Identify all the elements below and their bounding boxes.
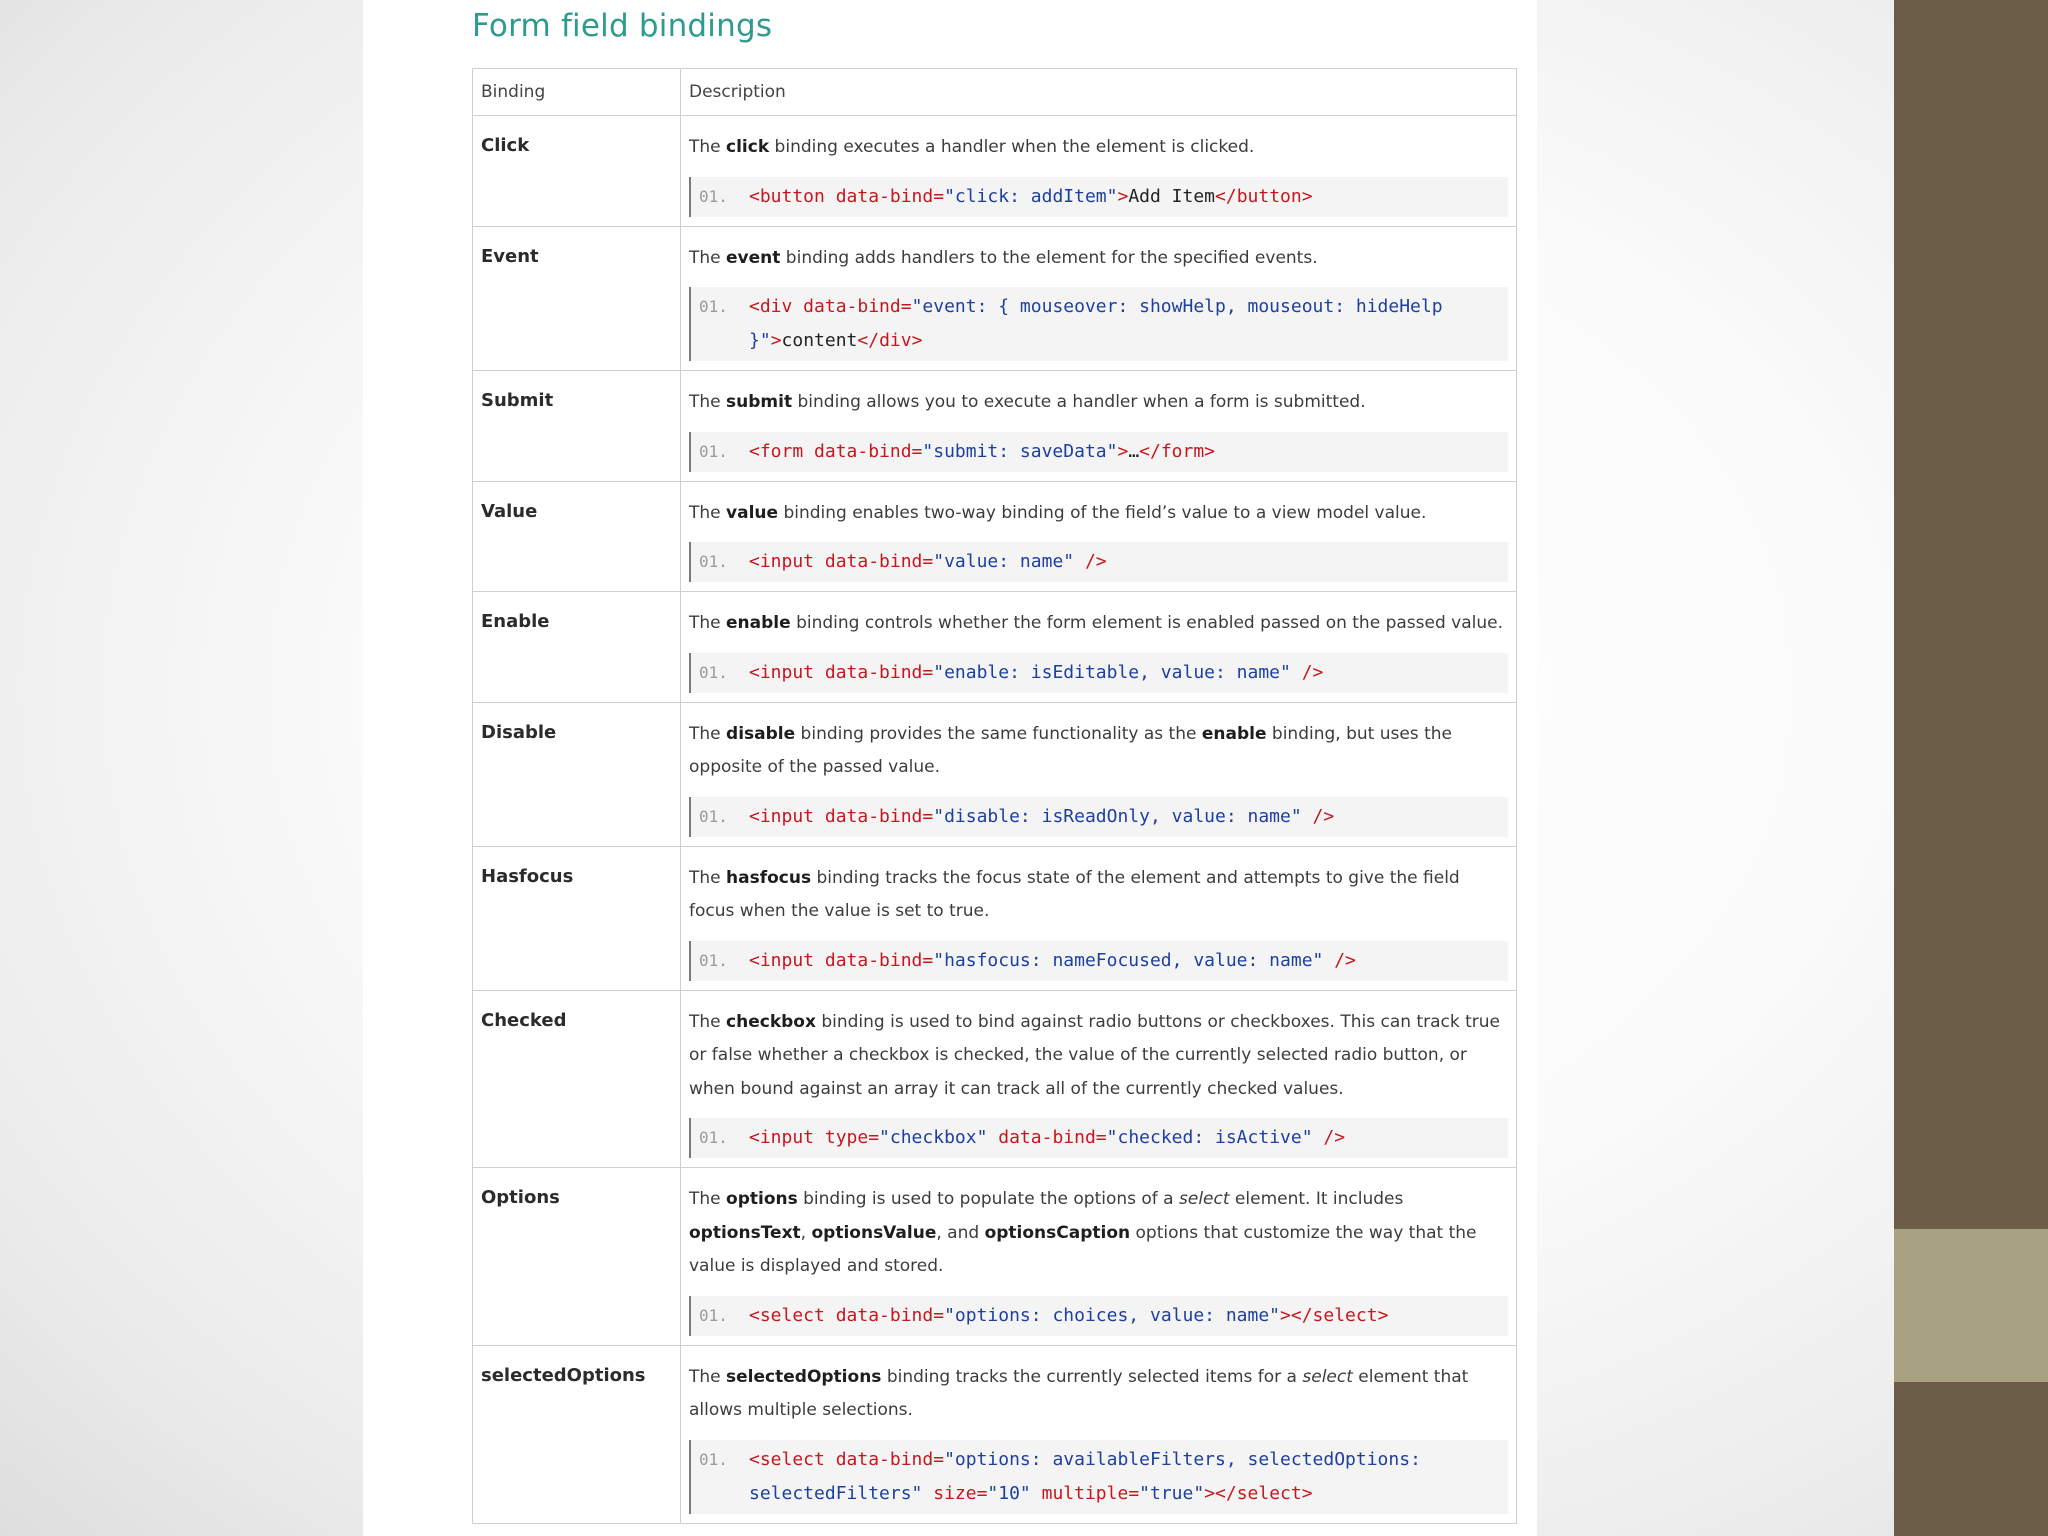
binding-cell — [473, 226, 681, 371]
binding-description: The hasfocus binding tracks the focus state of the element and attempts to give the field focus when the value is set to true. — [689, 867, 1460, 921]
binding-cell — [473, 702, 681, 846]
description-cell — [681, 702, 1517, 846]
binding-cell — [473, 990, 681, 1168]
table-row — [473, 592, 1517, 703]
line-number: 01. — [699, 186, 728, 206]
binding-description: The disable binding provides the same functionality as the enable binding, but uses the opposite of the passed value. — [689, 723, 1452, 777]
description-cell — [681, 846, 1517, 990]
table-row — [473, 1168, 1517, 1346]
code-line: 01. <select data-bind="options: choices, value: name"></select> — [699, 1305, 1388, 1326]
description-cell — [681, 371, 1517, 482]
binding-cell — [473, 846, 681, 990]
code-line: selectedFilters" size="10" multiple="true"></select> — [749, 1482, 1313, 1504]
code-snippet — [689, 542, 1508, 582]
binding-description: The enable binding controls whether the form element is enabled passed on the passed value. — [689, 613, 1503, 633]
code-line: 01. <input type="checkbox" data-bind="checked: isActive" /> — [699, 1127, 1345, 1148]
binding-name: Disable — [481, 721, 557, 743]
code-line: 01. <button data-bind="click: addItem">Add Item</button> — [699, 186, 1313, 207]
binding-description: The event binding adds handlers to the element for the specified events. — [689, 247, 1318, 268]
table-row — [473, 846, 1517, 990]
description-cell — [681, 226, 1517, 371]
header-description: Description — [681, 69, 1517, 116]
binding-cell — [473, 371, 681, 482]
description-cell — [681, 990, 1517, 1168]
line-number: 01. — [699, 1128, 728, 1147]
code-line: 01. <input data-bind="disable: isReadOnly, value: name" /> — [699, 806, 1334, 827]
binding-description: The checkbox binding is used to bind against radio buttons or checkboxes. This can track true or false whether a checkbox is checked, the value of the currently selected radio button, or when bound against an array it can track all of the currently checked values. — [689, 1011, 1500, 1099]
code-snippet — [689, 797, 1508, 837]
line-number: 01. — [699, 950, 728, 970]
binding-description: The submit binding allows you to execute a handler when a form is submitted. — [689, 392, 1366, 412]
line-number: 01. — [699, 806, 728, 826]
line-number: 01. — [699, 441, 728, 461]
line-number: 01. — [699, 552, 728, 571]
binding-cell — [473, 1345, 681, 1523]
binding-description: The options binding is used to populate the options of a select element. It includes optionsText, optionsValue, and optionsCaption options that customize the way that the value is displayed and stored. — [689, 1189, 1477, 1276]
binding-name: Options — [481, 1187, 560, 1208]
code-snippet — [689, 653, 1508, 693]
binding-description: The click binding executes a handler when the element is clicked. — [689, 137, 1255, 157]
table-row — [473, 1345, 1517, 1523]
line-number: 01. — [699, 662, 728, 682]
binding-cell — [473, 116, 681, 227]
table-row — [473, 226, 1517, 371]
code-snippet — [689, 1296, 1508, 1336]
table-row — [473, 990, 1517, 1168]
code-line: 01. <form data-bind="submit: saveData">…</form> — [699, 441, 1215, 462]
description-cell — [681, 592, 1517, 703]
code-snippet — [689, 1118, 1508, 1158]
table-row — [473, 116, 1517, 227]
page-title: Form field bindings — [472, 8, 773, 44]
binding-description: The value binding enables two-way binding of the field’s value to a view model value. — [689, 502, 1427, 523]
code-line: 01. <input data-bind="enable: isEditable, value: name" /> — [699, 662, 1323, 683]
binding-name: Event — [481, 245, 539, 267]
binding-cell — [473, 1168, 681, 1346]
code-snippet — [689, 941, 1508, 981]
binding-name: Checked — [481, 1009, 567, 1031]
description-cell — [681, 116, 1517, 227]
bindings-table — [472, 68, 1517, 1524]
description-cell — [681, 481, 1517, 592]
code-line: 01. <div data-bind="event: { mouseover: showHelp, mouseout: hideHelp — [699, 296, 1443, 317]
line-number: 01. — [699, 297, 728, 316]
header-binding: Binding — [473, 69, 681, 116]
binding-cell — [473, 481, 681, 592]
code-line: 01. <input data-bind="value: name" /> — [699, 551, 1107, 572]
code-line: }">content</div> — [749, 330, 923, 351]
binding-name: selectedOptions — [481, 1364, 646, 1386]
table-row — [473, 481, 1517, 592]
code-snippet — [689, 1440, 1508, 1514]
code-snippet — [689, 287, 1508, 361]
description-cell — [681, 1168, 1517, 1346]
code-snippet — [689, 432, 1508, 472]
binding-cell — [473, 592, 681, 703]
binding-name: Enable — [481, 611, 550, 632]
table-header-row — [473, 69, 1517, 116]
binding-description: The selectedOptions binding tracks the currently selected items for a select element that allows multiple selections. — [689, 1366, 1469, 1420]
code-line: 01. <input data-bind="hasfocus: nameFocused, value: name" /> — [699, 950, 1356, 971]
code-line: 01. <select data-bind="options: availableFilters, selectedOptions: — [699, 1449, 1421, 1470]
table-row — [473, 702, 1517, 846]
binding-name: Value — [481, 500, 538, 522]
binding-name: Click — [481, 135, 530, 156]
right-accent-block — [1894, 1229, 2048, 1382]
table-body — [473, 116, 1517, 1524]
line-number: 01. — [699, 1449, 728, 1469]
code-snippet — [689, 177, 1508, 217]
description-cell — [681, 1345, 1517, 1523]
line-number: 01. — [699, 1305, 728, 1325]
binding-name: Hasfocus — [481, 865, 574, 887]
table-row — [473, 371, 1517, 482]
binding-name: Submit — [481, 390, 554, 411]
